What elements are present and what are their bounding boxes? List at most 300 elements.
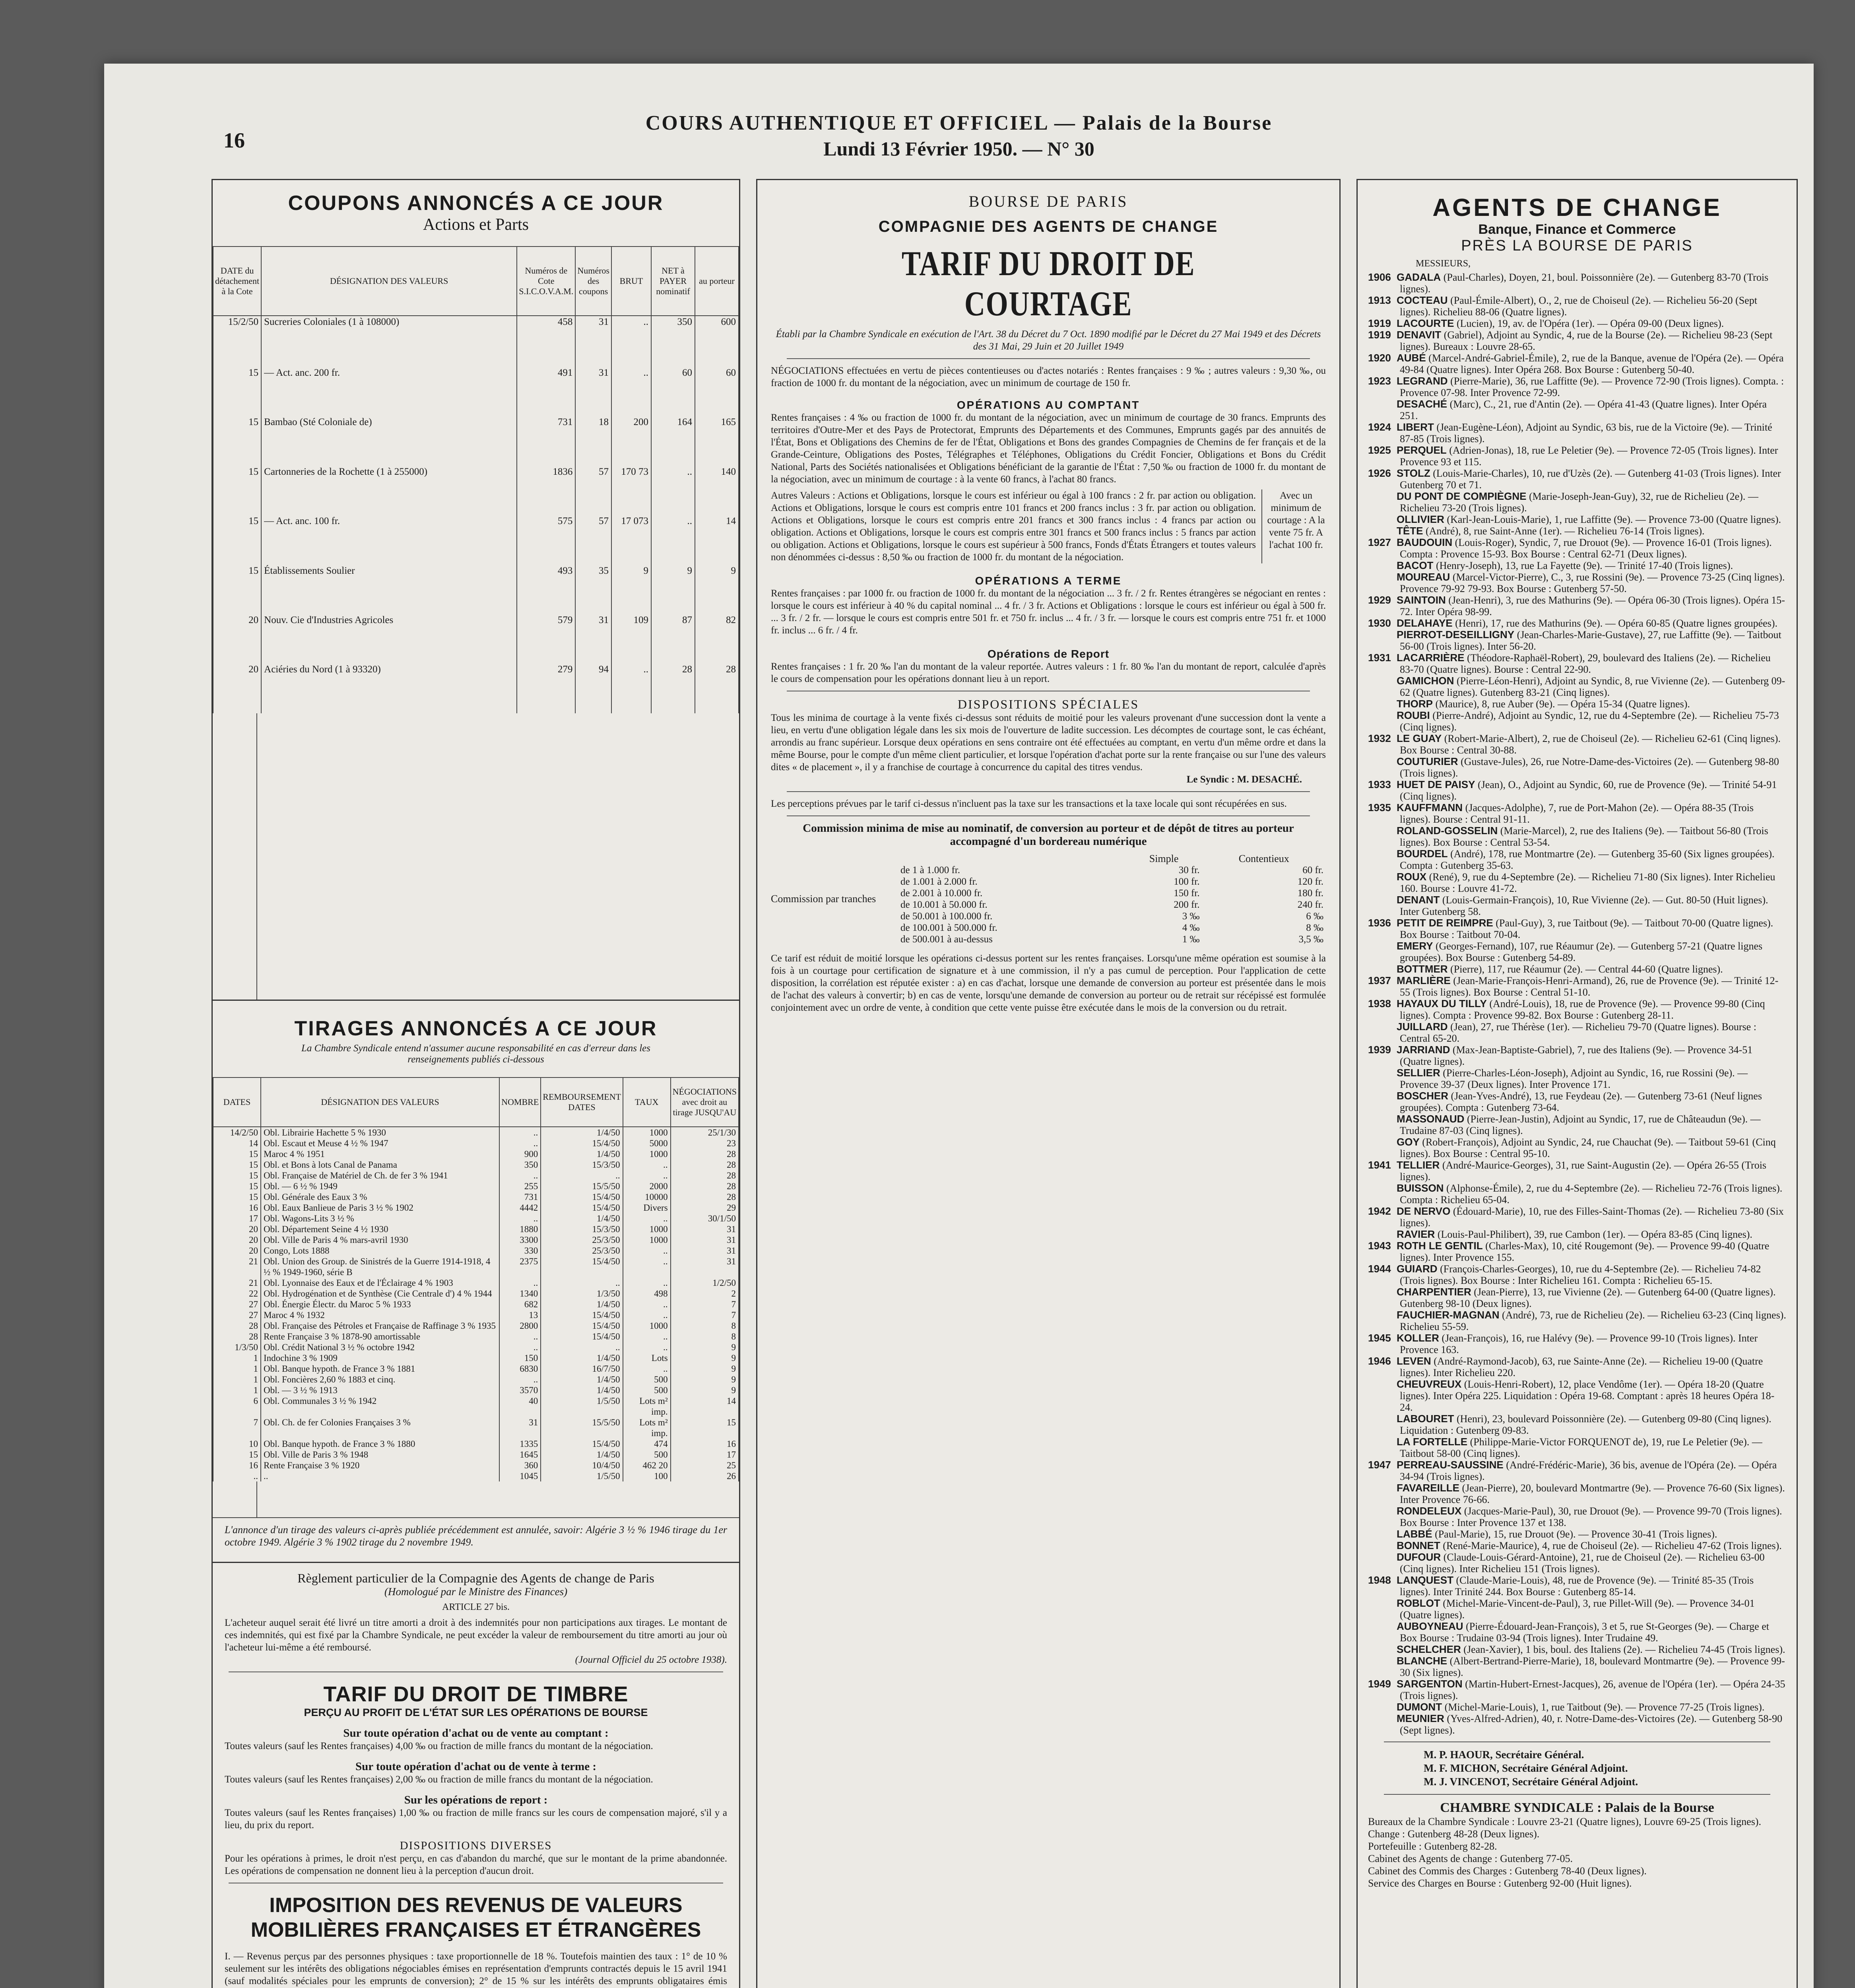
tirage-cell: 5000 (623, 1138, 671, 1149)
tirage-cell: 2800 (499, 1320, 541, 1331)
tirage-cell: 9 (671, 1342, 739, 1353)
agent-details: (Pierre-Léon-Henri), Adjoint au Syndic, 8, rue Vivienne (2e). — Gutenberg 09-62 (Quatre lignes). Gutenberg 83-21 (Cinq lignes). (1400, 675, 1785, 698)
tirages-subtitle: La Chambre Syndicale entend n'assumer aucune responsabilité en cas d'erreur dans les renseignements publiés ci-dessous (301, 1043, 650, 1065)
tirage-row (213, 1202, 739, 1213)
tirage-cell: .. (623, 1299, 671, 1310)
agent-name: HUET DE PAISY (1397, 779, 1475, 790)
commission-cell: de 100.001 à 500.000 fr. (900, 922, 997, 933)
agent-year: 1925 (1368, 444, 1391, 456)
tirage-cell: 23 (671, 1138, 739, 1149)
agent-entry (1368, 491, 1786, 514)
agent-name: DU PONT DE COMPIÈGNE (1397, 490, 1527, 502)
agent-name: THORP (1397, 698, 1433, 710)
agent-year: 1942 (1368, 1205, 1391, 1217)
tirage-cell: 1 (213, 1385, 261, 1396)
agent-name: MASSONAUD (1397, 1113, 1465, 1125)
agent-name: DENANT (1397, 894, 1440, 906)
agent-name: GAMICHON (1397, 675, 1454, 687)
coupon-cell: .. (651, 515, 695, 565)
agent-details: (Jean-Eugène-Léon), Adjoint au Syndic, 63 bis, rue de la Victoire (9e). — Trinité 87-85 (Trois lignes). (1400, 421, 1772, 445)
tirage-cell: 330 (499, 1245, 541, 1256)
commission-cell: 4 ‰ (1182, 922, 1200, 933)
coupon-row (213, 416, 739, 466)
table-filler (256, 713, 739, 1000)
commission-row (898, 864, 1326, 876)
tirage-cell: Obl. Lyonnaise des Eaux et de l'Éclairage 4 % 1903 (261, 1277, 499, 1288)
tirage-cell: Divers (623, 1202, 671, 1213)
coupon-cell: 140 (695, 466, 739, 515)
tirage-row (213, 1277, 739, 1288)
tirage-cell: Obl. Ville de Paris 4 % mars-avril 1930 (261, 1235, 499, 1245)
tirage-cell: Obl. Foncières 2,60 % 1883 et cinq. (261, 1374, 499, 1385)
agent-details: (André), 8, rue Saint-Anne (1er). — Richelieu 76-14 (Trois lignes). (1425, 525, 1705, 537)
tirage-cell: .. (623, 1256, 671, 1277)
coupon-cell: 20 (213, 664, 261, 713)
agent-details: (Yves-Alfred-Adrien), 40, r. Notre-Dame-des-Victoires (2e). — Gutenberg 58-90 (Sept lignes). (1400, 1713, 1783, 1736)
agent-entry (1368, 675, 1786, 698)
tirage-row (213, 1363, 739, 1374)
agent-details: (Édouard-Marie), 10, rue des Filles-Saint-Thomas (2e). — Richelieu 73-80 (Six lignes). (1400, 1206, 1784, 1229)
coupon-cell: Aciéries du Nord (1 à 93320) (261, 664, 517, 713)
tirage-cell: 15 (213, 1192, 261, 1202)
tirage-cell: 31 (671, 1235, 739, 1245)
tirage-cell: 350 (499, 1159, 541, 1170)
commission-cell: 120 fr. (1297, 876, 1323, 887)
header-date: Lundi 13 Février 1950. — N° 30 (823, 138, 1094, 160)
agent-details: (Gustave-Jules), 26, rue Notre-Dame-des-Victoires (2e). — Gutenberg 98-80 (Trois lignes). (1400, 756, 1779, 779)
tirage-cell: .. (499, 1331, 541, 1342)
agent-entry (1368, 1021, 1786, 1044)
agent-details: (Henry-Joseph), 13, rue La Fayette (9e). — Trinité 17-40 (Trois lignes). (1436, 560, 1733, 571)
commission-cell: 3,5 ‰ (1298, 934, 1323, 945)
agent-name: RAVIER (1397, 1228, 1435, 1240)
agent-entry (1368, 1159, 1786, 1182)
tirage-cell: 15/3/50 (541, 1224, 623, 1235)
agent-details: (Jacques-Adolphe), 7, rue de Port-Mahon (2e). — Opéra 88-35 (Trois lignes). Bourse : Central 91-11. (1400, 802, 1754, 825)
courtage-intro: Établi par la Chambre Syndicale en exécution de l'Art. 38 du Décret du 7 Oct. 1890 modifié par le Décret du 27 Mai 1949 et des Décrets des 31 Mai, 29 Juin et 20 Juillet 1949 (776, 329, 1321, 352)
agent-details: (Claude-Louis-Gérard-Antoine), 21, rue de Choiseul (2e). — Richelieu 63-00 (Cinq lignes). Inter Richelieu 151 (Trois lignes). (1400, 1551, 1765, 1574)
agent-name: RONDELEUX (1397, 1505, 1462, 1517)
coupon-cell: 1836 (517, 466, 575, 515)
tirage-row (213, 1449, 739, 1460)
comptant-text: Rentes françaises : 4 ‰ ou fraction de 1000 fr. du montant de la négociation, avec un minimum de courtage de 30 francs. Emprunts des territoires d'Outre-Mer et des Pays de Protectorat, Emprunts des Départements et des Communes, Emprunts gagés par des annuités de l'État, Bons et Obligations des Chemins de fer de l'État, Obligations et Bons des grandes Compagnies de Chemins de fer français et de la Grande-Ceinture, Obligations des Postes, Télégraphes et Téléphones, Obligations du Crédit Foncier, Obligations et Bons du Crédit National, Parts des Sociétés nationalisées et Obligations bénéficiant de la garantie de l'État : 7,50 ‰ ou fraction de 1000 fr. du montant de la négociation, avec un minimum de courtage : à la vente 60 francs, à l'achat 80 francs. (771, 412, 1326, 485)
page-header (104, 111, 1814, 160)
coupon-cell: 15 (213, 367, 261, 416)
coupon-cell: 9 (611, 565, 651, 614)
tirage-cell: 15 (213, 1170, 261, 1181)
chambre-line: Cabinet des Commis des Charges : Gutenberg 78-40 (Deux lignes). (1368, 1865, 1647, 1877)
tirage-cell: Obl. Département Seine 4 ½ 1930 (261, 1224, 499, 1235)
tirage-cell: .. (541, 1277, 623, 1288)
commission-cell: 1 ‰ (1182, 934, 1200, 945)
chambre-line: Bureaux de la Chambre Syndicale : Louvre 23-21 (Quatre lignes), Louvre 69-25 (Trois lignes). (1368, 1816, 1761, 1827)
agent-name: SCHELCHER (1397, 1643, 1461, 1655)
tirages-table (213, 1077, 739, 1481)
agent-entry (1368, 1378, 1786, 1413)
agent-details: (André), 178, rue Montmartre (2e). — Gutenberg 35-60 (Six lignes groupées). Compta : Gutenberg 35-63. (1400, 848, 1775, 871)
agent-name: TELLIER (1397, 1159, 1440, 1171)
tirage-cell: 1/4/50 (541, 1213, 623, 1224)
tirage-cell: 3300 (499, 1235, 541, 1245)
agent-name: FAUCHIER-MAGNAN (1397, 1309, 1500, 1321)
agent-entry (1368, 1355, 1786, 1378)
agent-entry (1368, 1505, 1786, 1528)
timbre-terme-text: Toutes valeurs (sauf les Rentes françaises) 2,00 ‰ ou fraction de mille francs du montant de la négociation. (225, 1774, 653, 1785)
coupon-cell: 17 073 (611, 515, 651, 565)
coupon-row (213, 466, 739, 515)
tirage-row (213, 1181, 739, 1192)
agent-name: KOLLER (1397, 1332, 1439, 1344)
agent-year: 1920 (1368, 352, 1391, 364)
tirage-cell: 682 (499, 1299, 541, 1310)
tirage-row (213, 1396, 739, 1417)
agent-entry (1368, 975, 1786, 998)
chambre-line: Service des Charges en Bourse : Gutenberg 92-00 (Huit lignes). (1368, 1877, 1632, 1889)
agent-details: (Pierre), 117, rue Réaumur (2e). — Central 44-60 (Quatre lignes). (1450, 963, 1723, 975)
agent-entry (1368, 756, 1786, 779)
coupon-cell: 15 (213, 416, 261, 466)
tirage-cell: 14/2/50 (213, 1127, 261, 1138)
tirage-cell: 3570 (499, 1385, 541, 1396)
agent-entry (1368, 963, 1786, 975)
tirage-cell: Lots m² imp. (623, 1396, 671, 1417)
tirage-cell: Obl. Union des Group. de Sinistrés de la Guerre 1914-1918, 4 ½ % 1949-1960, série B (261, 1256, 499, 1277)
agent-details: (Alphonse-Émile), 2, rue du 4-Septembre (2e). — Richelieu 72-76 (Trois lignes). Compta : Richelieu 65-04. (1400, 1182, 1783, 1206)
dispositions-speciales-text: Tous les minima de courtage à la vente fixés ci-dessus sont réduits de moitié pour les valeurs provenant d'une succession dont la vente a lieu, en vertu d'une obligation légale dans les six mois de l'ouverture de ladite succession. Les décomptes de courtage sont, le cas échéant, arrondis au franc supérieur. Lorsque deux opérations en sens contraire ont été effectuées au comptant, en vertu d'un même ordre et dans la même Bourse, pour le compte d'un même client particulier, et lorsque l'opération d'achat porte sur la rente française ou sur l'une des valeurs dites « de placement », il y a franchise de courtage à concurrence du capital des titres vendus. (771, 712, 1326, 773)
agent-details: (Marc), C., 21, rue d'Antin (2e). — Opéra 41-43 (Quatre lignes). Inter Opéra 251. (1400, 398, 1767, 421)
agent-details: (Michel-Marie-Vincent-de-Paul), 3, rue Pillet-Will (9e). — Provence 34-01 (Quatre lignes). (1400, 1598, 1755, 1621)
agent-entry (1368, 848, 1786, 871)
agent-entry (1368, 617, 1786, 629)
agent-name: ROBLOT (1397, 1597, 1440, 1609)
tirage-row (213, 1385, 739, 1396)
agent-year: 1946 (1368, 1355, 1391, 1367)
column-middle (756, 179, 1341, 1988)
agent-details: (Paul-Guy), 3, rue Taitbout (9e). — Taitbout 70-00 (Quatre lignes). Box Bourse : Taitbout 70-04. (1400, 917, 1774, 940)
tirage-cell: 1645 (499, 1449, 541, 1460)
tirage-cell: .. (623, 1310, 671, 1320)
tirage-cell: 2375 (499, 1256, 541, 1277)
tirage-cell: Obl. Librairie Hachette 5 % 1930 (261, 1127, 499, 1138)
tirage-cell: 1/4/50 (541, 1353, 623, 1363)
tirage-cell: 15/4/50 (541, 1138, 623, 1149)
agent-name: MARLIÈRE (1397, 975, 1451, 986)
agent-details: (Louis-Roger), Syndic, 7, rue Drouot (9e). — Provence 16-01 (Trois lignes). Compta : Provence 15-93. Box Bourse : Central 62-71 (Deux lignes). (1400, 537, 1772, 560)
agent-name: LE GUAY (1397, 732, 1442, 744)
tirage-cell: 8 (671, 1331, 739, 1342)
agent-year: 1933 (1368, 779, 1391, 790)
tirage-cell: Obl. Wagons-Lits 3 ½ % (261, 1213, 499, 1224)
tirage-row (213, 1235, 739, 1245)
agent-name: ROTH LE GENTIL (1397, 1240, 1483, 1252)
tirage-cell: Obl. Banque hypoth. de France 3 % 1880 (261, 1439, 499, 1449)
coupon-cell: 15 (213, 565, 261, 614)
tirage-cell: 1045 (499, 1471, 541, 1481)
chambre-title: CHAMBRE SYNDICALE : Palais de la Bourse (1440, 1800, 1714, 1815)
tirage-cell: 40 (499, 1396, 541, 1417)
coupon-cell: 600 (695, 316, 739, 367)
coupon-cell: 20 (213, 614, 261, 664)
officer-line: M. F. MICHON, Secrétaire Général Adjoint. (1424, 1762, 1628, 1774)
tirage-cell: 15/4/50 (541, 1331, 623, 1342)
coupon-cell: 35 (575, 565, 611, 614)
agent-details: (Jean-Xavier), 1 bis, boul. des Italiens (2e). — Richelieu 74-45 (Trois lignes). (1463, 1644, 1785, 1655)
tirage-cell: 1335 (499, 1439, 541, 1449)
agent-name: DE NERVO (1397, 1205, 1451, 1217)
agents-title: AGENTS DE CHANGE (1432, 194, 1722, 221)
agent-year: 1948 (1368, 1574, 1391, 1586)
coupon-cell: .. (611, 316, 651, 367)
tirage-cell: Obl. Française des Pétroles et Française de Raffinage 3 % 1935 (261, 1320, 499, 1331)
tirage-cell: 15/5/50 (541, 1417, 623, 1439)
agent-year: 1906 (1368, 271, 1391, 283)
agent-year: 1927 (1368, 536, 1391, 548)
agent-entry (1368, 1540, 1786, 1551)
tirage-cell: 31 (671, 1256, 739, 1277)
agent-details: (Marcel-André-Gabriel-Émile), 2, rue de la Banque, avenue de l'Opéra (2e). — Opéra 49-84 (Quatre lignes). Inter Opéra 268. Box Bourse : Gutenberg 50-40. (1400, 352, 1784, 375)
tirage-cell: 15/4/50 (541, 1320, 623, 1331)
commission-label: Commission par tranches (771, 893, 876, 905)
agent-name: DESACHÉ (1397, 398, 1448, 410)
agent-name: COUTURIER (1397, 755, 1458, 767)
tirage-cell: Obl. Communales 3 ½ % 1942 (261, 1396, 499, 1417)
col-coupon-no: Numéros des coupons (575, 247, 611, 316)
agent-year: 1947 (1368, 1459, 1391, 1471)
imposition-text: I. — Revenus perçus par des personnes physiques : taxe proportionnelle de 18 %. Toutefois maintien des taux : 1° de 10 % seulement sur les intérêts des obligations négociables émises en représentation d'emprunts contractés depuis le 15 avril 1941 (sauf modalités spéciales pour les emprunts de conversion); 2° de 15 % sur les intérêts des emprunts obligataires émis (225, 1951, 727, 1986)
agent-details: (Marie-Marcel), 2, rue des Italiens (9e). — Taitbout 56-80 (Trois lignes). Box Bourse : Central 53-54. (1400, 825, 1768, 848)
tirage-cell: 500 (623, 1374, 671, 1385)
agent-name: AUBOYNEAU (1397, 1620, 1463, 1632)
agent-details: (Louis-Germain-François), 10, Rue Vivienne (2e). — Gut. 80-50 (Huit lignes). Inter Gutenberg 58. (1400, 894, 1768, 917)
dispositions-diverses-text: Pour les opérations à primes, le droit n'est perçu, en cas d'abandon du marché, que sur le montant de la prime abandonnée. Les opérations de compensation ne donnent lieu à la perception d'aucun droit. (225, 1853, 727, 1876)
tirage-cell: .. (623, 1331, 671, 1342)
agent-entry (1368, 525, 1786, 537)
newspaper-page (104, 64, 1814, 1988)
tirage-cell: Obl. Énergie Électr. du Maroc 5 % 1933 (261, 1299, 499, 1310)
tirage-cell: 6 (213, 1396, 261, 1417)
agent-details: (Louis-Henri-Robert), 12, place Vendôme (1er). — Opéra 18-20 (Quatre lignes). Inter Opéra 225. Liquidation : Opéra 19-68. Comptant : après 18 heures Opéra 18-24. (1400, 1378, 1775, 1413)
agent-entry (1368, 295, 1786, 318)
coupons-header-row (213, 247, 739, 316)
agent-name: LA FORTELLE (1397, 1436, 1468, 1448)
agent-year: 1935 (1368, 802, 1391, 813)
agent-name: DELAHAYE (1397, 617, 1453, 629)
tirage-cell: 15/4/50 (541, 1202, 623, 1213)
agent-name: ROUBI (1397, 709, 1430, 721)
tirage-cell: 2000 (623, 1181, 671, 1192)
coupon-cell: 28 (695, 664, 739, 713)
agent-details: (Paul-Émile-Albert), O., 2, rue de Choiseul (2e). — Richelieu 56-20 (Sept lignes). Richelieu 88-06 (Quatre lignes). (1400, 295, 1757, 318)
tirage-cell: .. (541, 1170, 623, 1181)
coupon-cell: 87 (651, 614, 695, 664)
coupon-cell: — Act. anc. 100 fr. (261, 515, 517, 565)
agent-details: (Jean-Yves-André), 13, rue Feydeau (2e). — Gutenberg 73-61 (Neuf lignes groupées). Compta : Gutenberg 73-64. (1400, 1090, 1762, 1113)
tirage-cell: 25/3/50 (541, 1235, 623, 1245)
agent-name: CHARPENTIER (1397, 1286, 1471, 1298)
tirage-cell: 15/4/50 (541, 1192, 623, 1202)
agent-entry (1368, 652, 1786, 675)
tirage-cell: 28 (671, 1192, 739, 1202)
tirage-cell: 20 (213, 1245, 261, 1256)
tirage-cell: 1/4/50 (541, 1374, 623, 1385)
tirages-note: L'annonce d'un tirage des valeurs ci-après publiée précédemment est annulée, savoir: Algérie 3 ½ % 1946 tirage du 1er octobre 1949. Algérie 3 % 1902 tirage du 2 novembre 1949. (225, 1524, 727, 1548)
agent-entry (1368, 1701, 1786, 1713)
coupon-cell: .. (611, 664, 651, 713)
agent-entry (1368, 1482, 1786, 1505)
agent-entry (1368, 594, 1786, 617)
agents-subtitle-2: PRÈS LA BOURSE DE PARIS (1461, 237, 1693, 254)
coupon-cell: 491 (517, 367, 575, 416)
coupon-cell: 57 (575, 466, 611, 515)
agent-details: (Jean-Charles-Marie-Gustave), 27, rue Laffitte (9e). — Taitbout 56-00 (Trois lignes). Inter 56-20. (1400, 629, 1781, 652)
commission-cell: 6 ‰ (1306, 911, 1323, 922)
commission-cell: 100 fr. (1174, 876, 1200, 887)
tirage-cell: 1/5/50 (541, 1471, 623, 1481)
tirage-cell: 1/3/50 (541, 1288, 623, 1299)
agent-details: (Jean-Henri), 3, rue des Mathurins (9e). — Opéra 06-30 (Trois lignes). Opéra 15-72. Inter Opéra 98-99. (1400, 594, 1785, 617)
agent-year: 1931 (1368, 652, 1391, 664)
tirage-row (213, 1127, 739, 1138)
coupon-cell: Bambao (Sté Coloniale de) (261, 416, 517, 466)
reglement-title: Règlement particulier de la Compagnie des Agents de change de Paris (297, 1571, 654, 1585)
tirage-cell: 1880 (499, 1224, 541, 1235)
agent-entry (1368, 894, 1786, 917)
tirage-cell: 25 (671, 1460, 739, 1471)
commission-row (898, 922, 1326, 934)
agents-subtitle: Banque, Finance et Commerce (1478, 222, 1676, 237)
coupon-cell: 200 (611, 416, 651, 466)
agents-messieurs: MESSIEURS, (1416, 258, 1471, 269)
courtage-minimum: Avec un minimum de courtage : A la vente 75 fr. A l'achat 100 fr. (1261, 489, 1326, 563)
agent-name: BONNET (1397, 1540, 1440, 1551)
reglement-article: ARTICLE 27 bis. (442, 1602, 510, 1612)
agent-name: LACARRIÈRE (1397, 652, 1465, 664)
coupon-row (213, 614, 739, 664)
report-text: Rentes françaises : 1 fr. 20 ‰ l'an du montant de la valeur reportée. Autres valeurs : 1 fr. 80 ‰ l'an du montant de report, calculée d'après le cours de compensation pour les opérations donnant lieu à un report. (771, 661, 1326, 684)
reglement-subtitle: (Homologué par le Ministre des Finances) (384, 1586, 568, 1598)
agent-name: GADALA (1397, 271, 1441, 283)
timbre-comptant-heading: Sur toute opération d'achat ou de vente au comptant : (343, 1727, 609, 1740)
tirage-row (213, 1320, 739, 1331)
tirage-cell: Obl. Française de Matériel de Ch. de fer 3 % 1941 (261, 1170, 499, 1181)
agent-name: SARGENTON (1397, 1678, 1463, 1690)
agent-entry (1368, 375, 1786, 398)
agent-details: (Jean-Marie-François-Henri-Armand), 26, rue de Provence (9e). — Trinité 12-55 (Trois lignes). Box Bourse : Central 51-10. (1400, 975, 1779, 998)
agent-details: (Jean), O., Adjoint au Syndic, 60, rue de Provence (9e). — Trinité 54-91 (Cinq lignes). (1400, 779, 1777, 802)
tirage-cell: 27 (213, 1299, 261, 1310)
col-negociations: NÉGOCIATIONS avec droit au tirage JUSQU'AU (671, 1077, 739, 1127)
commission-table (898, 853, 1326, 945)
commission-cell: 8 ‰ (1306, 922, 1323, 933)
agent-entry (1368, 1713, 1786, 1736)
tirage-row (213, 1417, 739, 1439)
agent-entry (1368, 352, 1786, 375)
tirage-cell: 7 (671, 1299, 739, 1310)
agent-entry (1368, 318, 1786, 329)
courtage-negociations: NÉGOCIATIONS effectuées en vertu de pièces contentieuses ou d'actes notariés : Rentes françaises : 9 ‰ ; autres valeurs : 9,30 ‰, ou fraction de 1000 fr. du montant de la négociation, avec un minimum de courtage de 150 fr. (771, 365, 1326, 388)
report-title: Opérations de Report (987, 648, 1110, 660)
tirage-cell: 1/4/50 (541, 1149, 623, 1159)
tirage-cell: 16 (671, 1439, 739, 1449)
agent-name: BOURDEL (1397, 848, 1448, 860)
agent-details: (Gabriel), Adjoint au Syndic, 4, rue de la Bourse (2e). — Richelieu 98-23 (Sept lignes). Bureaux : Louvre 28-65. (1400, 329, 1773, 352)
tirage-cell: 15 (213, 1159, 261, 1170)
agent-entry (1368, 825, 1786, 848)
tirage-row (213, 1170, 739, 1181)
timbre-subtitle: PERÇU AU PROFIT DE L'ÉTAT SUR LES OPÉRATIONS DE BOURSE (304, 1706, 648, 1718)
agent-entry (1368, 1309, 1786, 1332)
tirage-cell: 1000 (623, 1127, 671, 1138)
tirage-cell: 500 (623, 1449, 671, 1460)
agent-year: 1919 (1368, 317, 1391, 329)
tirage-cell: 22 (213, 1288, 261, 1299)
agent-entry (1368, 398, 1786, 421)
coupon-cell: 579 (517, 614, 575, 664)
agent-name: EMERY (1397, 940, 1433, 952)
agent-name: GUIARD (1397, 1263, 1438, 1275)
agent-details: (Robert-François), Adjoint au Syndic, 24, rue Chauchat (9e). — Taitbout 59-61 (Cinq lignes). Box Bourse : Central 95-10. (1400, 1136, 1776, 1159)
coupon-cell: 165 (695, 416, 739, 466)
agent-name: LIBERT (1397, 421, 1434, 433)
agent-year: 1943 (1368, 1240, 1391, 1252)
agent-details: (Pierre-Marie), 36, rue Laffitte (9e). — Provence 72-90 (Trois lignes). Compta. : Provence 07-98. Inter Provence 72-99. (1400, 375, 1784, 398)
tirage-cell: Lots m² imp. (623, 1417, 671, 1439)
agent-details: (André-Frédéric-Marie), 36 bis, avenue de l'Opéra (2e). — Opéra 34-94 (Trois lignes). (1400, 1459, 1777, 1482)
tirage-cell: 16 (213, 1202, 261, 1213)
tirage-cell: 10/4/50 (541, 1460, 623, 1471)
tirage-cell: .. (499, 1374, 541, 1385)
agent-entry (1368, 445, 1786, 468)
commission-cell: de 2.001 à 10.000 fr. (900, 888, 983, 899)
dispositions-speciales-title: DISPOSITIONS SPÉCIALES (957, 697, 1139, 711)
tirages-header-row (213, 1077, 739, 1127)
agent-name: DUMONT (1397, 1701, 1442, 1713)
tirage-cell: .. (499, 1213, 541, 1224)
coupon-cell: Établissements Soulier (261, 565, 517, 614)
agent-details: (Lucien), 19, av. de l'Opéra (1er). — Opéra 09-00 (Deux lignes). (1456, 318, 1724, 329)
agent-entry (1368, 629, 1786, 652)
coupon-cell: 9 (695, 565, 739, 614)
tirage-cell: 31 (671, 1245, 739, 1256)
agent-name: MOUREAU (1397, 571, 1450, 583)
col-remb-dates: REMBOURSEMENT DATES (541, 1077, 623, 1127)
tirage-cell: 21 (213, 1256, 261, 1277)
commission-row (898, 899, 1326, 911)
agent-details: (Adrien-Jonas), 18, rue Le Peletier (9e). — Provence 72-05 (Trois lignes). Inter Provence 93 et 115. (1400, 445, 1778, 468)
tirage-cell: 9 (671, 1374, 739, 1385)
agent-details: (Martin-Hubert-Ernest-Jacques), 26, avenue de l'Opéra (1er). — Opéra 24-35 (Trois lignes). (1400, 1678, 1785, 1701)
agent-entry (1368, 1621, 1786, 1644)
agent-entry (1368, 1413, 1786, 1436)
tirage-cell: Congo, Lots 1888 (261, 1245, 499, 1256)
agent-name: BUISSON (1397, 1182, 1444, 1194)
tirage-row (213, 1460, 739, 1471)
tirage-cell: 7 (213, 1417, 261, 1439)
tirage-cell: 9 (671, 1353, 739, 1363)
agent-details: (Jacques-Marie-Paul), 30, rue Drouot (9e). — Provence 99-70 (Trois lignes). Box Bourse : Inter Provence 137 et 138. (1400, 1505, 1782, 1528)
agent-entry (1368, 1090, 1786, 1113)
tirage-cell: .. (623, 1277, 671, 1288)
commission-cell: 150 fr. (1174, 888, 1200, 899)
agent-details: (Pierre-Charles-Léon-Joseph), Adjoint au Syndic, 16, rue Rossini (9e). — Provence 39-37 (Deux lignes). Inter Provence 171. (1400, 1067, 1748, 1090)
coupon-cell: .. (611, 367, 651, 416)
tirage-cell: 9 (671, 1363, 739, 1374)
tirage-cell: 28 (213, 1320, 261, 1331)
timbre-comptant-text: Toutes valeurs (sauf les Rentes françaises) 4,00 ‰ ou fraction de mille francs du montant de la négociation. (225, 1741, 653, 1751)
agent-details: (Charles-Max), 10, cité Rougemont (9e). — Provence 99-40 (Quatre lignes). Inter Provence 155. (1400, 1240, 1770, 1263)
commission-cell: de 50.001 à 100.000 fr. (900, 911, 993, 922)
tirage-cell: 16/7/50 (541, 1363, 623, 1374)
